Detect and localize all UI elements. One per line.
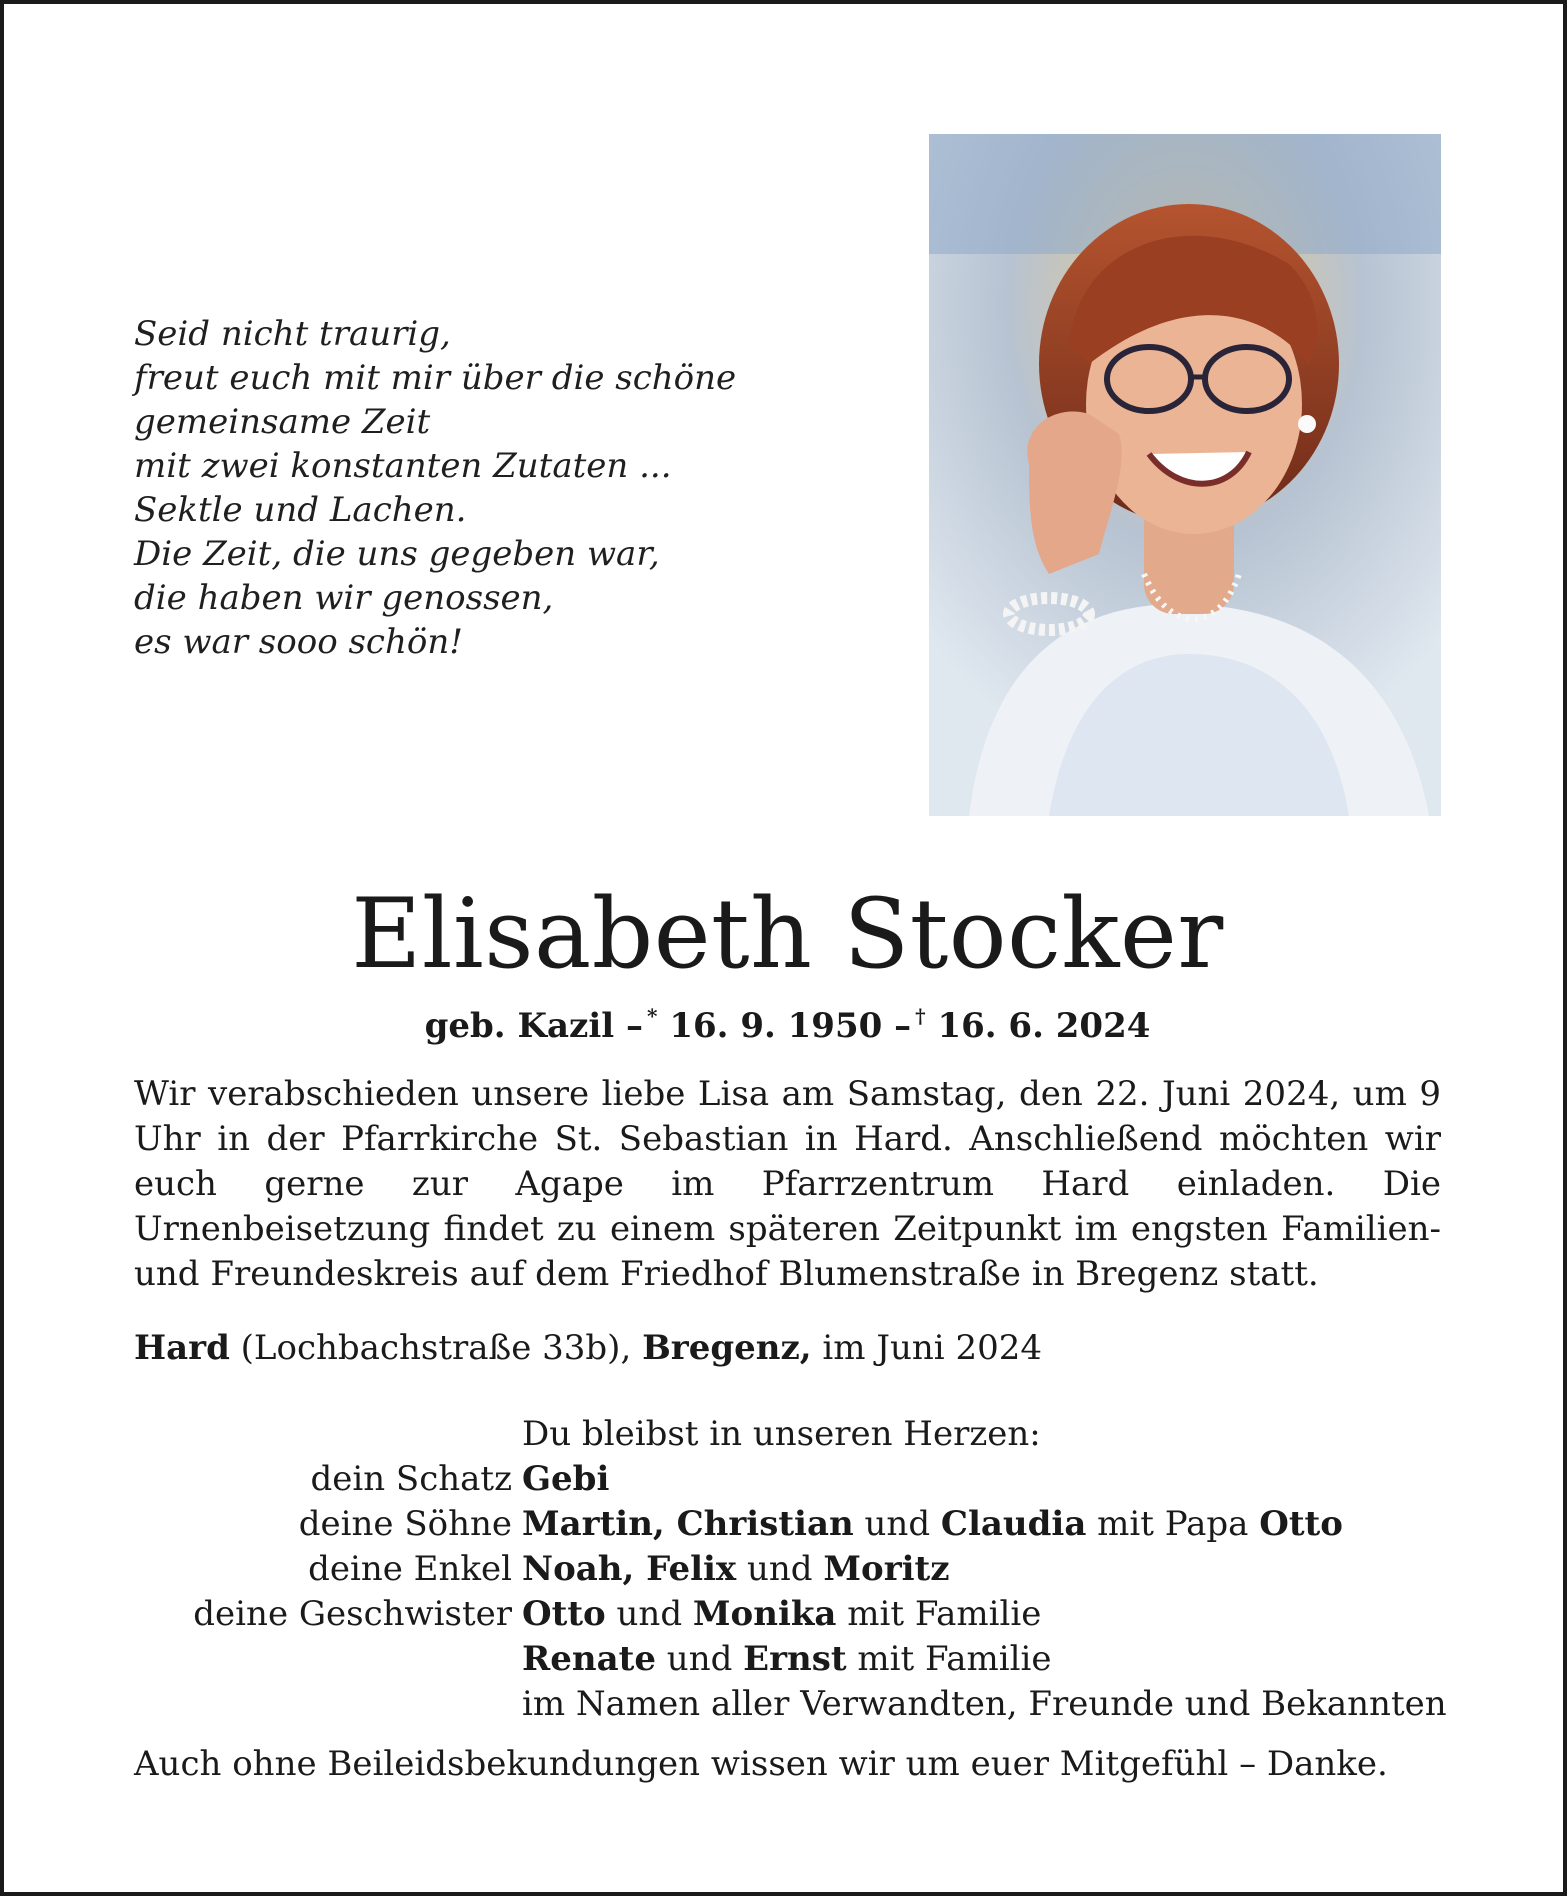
birth-date: 16. 9. 1950 (669, 1006, 883, 1046)
month-year: im Juni 2024 (811, 1328, 1042, 1368)
mourner-name: Noah, Felix (522, 1549, 737, 1589)
poem (134, 312, 854, 664)
mourner-name: Martin, Christian (522, 1504, 854, 1544)
closing-line: Auch ohne Beileidsbekundungen wissen wir um euer Mitgefühl – Danke. (134, 1744, 1388, 1784)
family-row-geschwister (134, 1592, 1444, 1637)
family-row-soehne (134, 1502, 1444, 1547)
all-relatives-line: im Namen aller Verwandten, Freunde und Bekannten (522, 1684, 1447, 1724)
place-bregenz: Bregenz, (642, 1328, 812, 1368)
family-intro: Du bleibst in unseren Herzen: (522, 1414, 1041, 1454)
connector-text: und (605, 1594, 693, 1634)
relation-label: dein Schatz (310, 1459, 512, 1499)
place-hard: Hard (134, 1328, 230, 1368)
birth-symbol: * (647, 1004, 658, 1028)
mourner-name: Otto (1259, 1504, 1343, 1544)
family-row-all (134, 1682, 1447, 1727)
family-row-schatz (134, 1457, 1444, 1502)
poem-line: Die Zeit, die uns gegeben war, (134, 534, 660, 574)
mourner-name: Monika (692, 1594, 837, 1634)
portrait-photo (929, 134, 1441, 816)
connector-text: und (736, 1549, 824, 1589)
poem-line: Seid nicht traurig, (134, 314, 451, 354)
mourner-name: Renate (522, 1639, 656, 1679)
connector-text: mit Familie (846, 1639, 1052, 1679)
poem-line: mit zwei konstanten Zutaten ... (134, 446, 672, 486)
connector-text: mit Familie (836, 1594, 1042, 1634)
connector-text: und (853, 1504, 941, 1544)
family-row-geschwister-2 (134, 1637, 1444, 1682)
life-dates (4, 994, 1567, 1048)
mourner-name: Otto (522, 1594, 606, 1634)
poem-line: freut euch mit mir über die schöne (134, 358, 737, 398)
deceased-name: Elisabeth Stocker (351, 878, 1224, 990)
separator: – (894, 1006, 912, 1046)
relation-label: deine Söhne (298, 1504, 512, 1544)
poem-line: Sektle und Lachen. (134, 490, 467, 530)
birth-name: geb. Kazil (424, 1006, 615, 1046)
poem-line: gemeinsame Zeit (134, 402, 431, 442)
mourner-name: Gebi (522, 1459, 610, 1499)
place-date-line (134, 1326, 1042, 1371)
separator: – (626, 1006, 644, 1046)
mourner-name: Ernst (743, 1639, 847, 1679)
connector-text: mit Papa (1086, 1504, 1260, 1544)
death-symbol: † (915, 1004, 926, 1028)
family-row-enkel (134, 1547, 1444, 1592)
mourner-name: Claudia (940, 1504, 1087, 1544)
relation-label: deine Geschwister (193, 1594, 512, 1634)
death-date: 16. 6. 2024 (937, 1006, 1151, 1046)
relation-label: deine Enkel (308, 1549, 512, 1589)
connector-text: und (655, 1639, 744, 1679)
address: (Lochbachstraße 33b), (229, 1328, 643, 1368)
poem-line: die haben wir genossen, (134, 578, 554, 618)
mourner-name: Moritz (823, 1549, 950, 1589)
poem-line: es war sooo schön! (134, 622, 463, 662)
funeral-details: Wir verabschieden unsere liebe Lisa am Samstag, den 22. Juni 2024, um 9 Uhr in der Pfarrkirche St. Sebastian in Hard. Anschließend möchten wir euch gerne zur Agape im Pfarrzentrum Hard einladen. Die Urnenbeisetzung findet zu einem späteren Zeitpunkt im engsten Familien- und Freundeskreis auf dem Friedhof Blumenstraße in Bregenz statt. (134, 1074, 1441, 1294)
portrait-illustration (929, 134, 1441, 816)
